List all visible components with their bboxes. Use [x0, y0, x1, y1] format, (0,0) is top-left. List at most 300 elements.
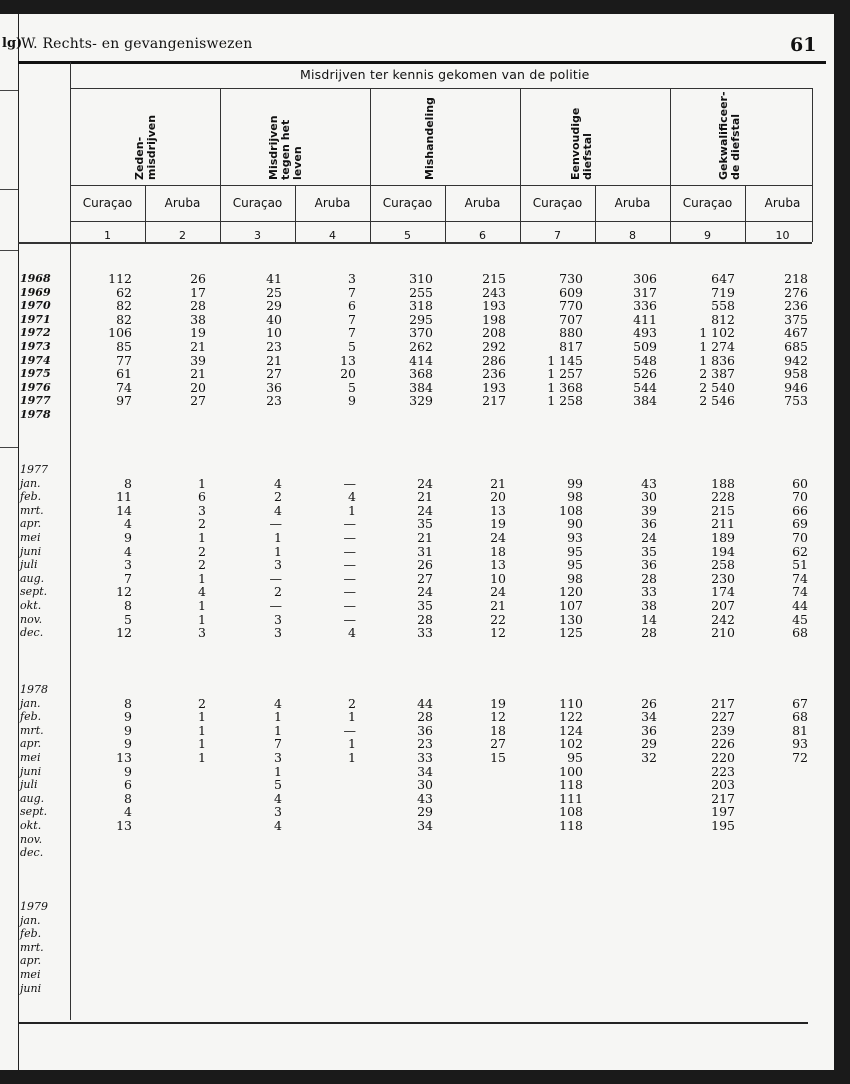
table-cell: 2 — [348, 695, 356, 711]
table-cell: 23 — [266, 393, 282, 409]
table-cell: 4 — [274, 790, 282, 806]
table-cell: 26 — [190, 271, 206, 286]
table-cell: 35 — [641, 543, 657, 559]
table-cell: 70 — [792, 489, 808, 505]
group-label: Zeden- misdrijven — [133, 114, 158, 180]
table-cell: 1 836 — [699, 352, 735, 368]
table-cell: 60 — [792, 475, 808, 491]
row-label: mei — [20, 751, 41, 764]
table-cell: 5 — [348, 339, 356, 354]
table-cell: 817 — [559, 339, 583, 354]
table-cell: 124 — [559, 722, 583, 738]
column-number: 2 — [179, 229, 186, 242]
table-cell: 2 — [198, 543, 206, 559]
table-cell: 493 — [633, 325, 657, 341]
row-label: 1977 — [20, 394, 51, 408]
table-cell: 3 — [274, 625, 282, 641]
row-label: okt. — [20, 819, 42, 832]
table-cell: 93 — [792, 736, 808, 752]
table-cell: 13 — [340, 352, 356, 368]
table-cell: 108 — [559, 804, 583, 820]
group-label: Eenvoudige diefstal — [569, 107, 594, 180]
row-label: feb. — [20, 710, 42, 724]
table-cell: 7 — [348, 325, 356, 341]
table-cell: 4 — [274, 695, 282, 711]
table-cell: 27 — [490, 736, 506, 752]
table-cell: 8 — [124, 695, 132, 711]
table-cell: — — [343, 611, 356, 627]
table-cell: 68 — [792, 625, 808, 641]
table-cell: 210 — [711, 625, 735, 641]
table-cell: 295 — [409, 311, 433, 327]
table-cell: 292 — [482, 339, 506, 354]
table-cell: 28 — [641, 625, 657, 641]
table-cell: 207 — [711, 598, 735, 613]
table-cell: 85 — [116, 339, 132, 354]
table-cell: 21 — [266, 352, 282, 368]
table-cell: 812 — [711, 311, 735, 327]
table-cell: 9 — [348, 393, 356, 409]
table-cell: 188 — [711, 475, 735, 491]
table-cell: 43 — [641, 475, 657, 491]
table-cell: 29 — [417, 804, 433, 820]
table-cell: 707 — [559, 311, 583, 327]
table-cell: 118 — [559, 777, 583, 793]
table-cell: 36 — [641, 516, 657, 532]
row-label: feb. — [20, 490, 42, 504]
table-cell: 220 — [711, 750, 735, 765]
table-cell: 15 — [490, 750, 506, 765]
row-label: aug. — [20, 571, 45, 585]
grid-vline — [520, 88, 521, 242]
table-cell: 2 — [274, 584, 282, 600]
table-cell: 189 — [711, 530, 735, 545]
header-rule — [18, 61, 826, 64]
table-cell: 44 — [792, 598, 808, 613]
table-cell: 276 — [784, 284, 808, 300]
table-cell: 69 — [792, 516, 808, 532]
table-cell: 110 — [559, 695, 583, 711]
grid-hline — [70, 221, 812, 222]
table-cell: 30 — [417, 777, 433, 793]
table-cell: 236 — [482, 366, 506, 382]
table-cell: 1 — [274, 763, 282, 779]
section-heading: 1979 — [20, 900, 48, 913]
table-cell: 336 — [633, 298, 657, 314]
table-cell: 242 — [711, 611, 735, 627]
table-cell: 880 — [559, 325, 583, 341]
table-cell: 227 — [711, 709, 735, 725]
table-cell: 10 — [266, 325, 282, 341]
table-cell: 193 — [482, 379, 506, 395]
table-cell: 4 — [274, 502, 282, 518]
table-cell: 3 — [274, 750, 282, 765]
row-label: mei — [20, 531, 41, 544]
table-cell: 243 — [482, 284, 506, 300]
table-cell: 97 — [116, 393, 132, 409]
table-cell: 24 — [641, 530, 657, 545]
column-number: 5 — [404, 229, 411, 242]
table-cell: 21 — [417, 530, 433, 545]
table-cell: — — [343, 570, 356, 586]
table-cell: 95 — [567, 543, 583, 559]
row-label: apr. — [20, 517, 42, 531]
table-cell: 3 — [198, 625, 206, 641]
table-cell: 106 — [108, 325, 132, 341]
row-label: juni — [20, 544, 42, 558]
row-label: 1969 — [20, 285, 51, 299]
row-label: 1975 — [20, 367, 51, 381]
table-cell: 217 — [711, 695, 735, 711]
table-cell: 1 — [274, 530, 282, 545]
table-cell: 5 — [348, 379, 356, 395]
grid-hline — [70, 185, 812, 186]
table-cell: 13 — [116, 818, 132, 833]
running-head: W. Rechts- en gevangeniswezen — [21, 36, 253, 52]
group-label: Gekwalificeer- de diefstal — [717, 91, 742, 180]
table-cell: 14 — [116, 502, 132, 518]
row-label: 1976 — [20, 380, 51, 394]
table-cell: 28 — [641, 570, 657, 586]
table-cell: 39 — [190, 352, 206, 368]
table-cell: 1 — [198, 570, 206, 586]
table-cell: 112 — [108, 271, 132, 286]
group-label: Mishandeling — [423, 97, 436, 180]
table-cell: 1 145 — [547, 352, 583, 368]
table-cell: 4 — [274, 818, 282, 833]
table-cell: 1 368 — [547, 379, 583, 395]
left-margin-strip — [0, 14, 19, 1070]
row-label: mrt. — [20, 723, 44, 737]
row-label: 1978 — [20, 408, 51, 421]
table-cell: 29 — [266, 298, 282, 314]
table-cell: 38 — [190, 311, 206, 327]
table-cell: 7 — [274, 736, 282, 752]
table-cell: 4 — [348, 625, 356, 641]
table-cell: 1 — [274, 722, 282, 738]
table-cell: 4 — [348, 489, 356, 505]
table-cell: 370 — [409, 325, 433, 341]
table-cell: 13 — [490, 557, 506, 573]
table-cell: 34 — [417, 818, 433, 833]
table-cell: 1 — [274, 543, 282, 559]
table-cell: 730 — [559, 271, 583, 286]
table-cell: 329 — [409, 393, 433, 409]
table-cell: 61 — [116, 366, 132, 382]
table-cell: 647 — [711, 271, 735, 286]
row-label: 1973 — [20, 340, 51, 353]
table-cell: 193 — [482, 298, 506, 314]
table-cell: 217 — [482, 393, 506, 409]
table-cell: 27 — [190, 393, 206, 409]
page-number: 61 — [790, 34, 817, 56]
table-cell: 41 — [266, 271, 282, 286]
table-cell: 24 — [490, 530, 506, 545]
table-cell: 27 — [266, 366, 282, 382]
table-cell: 2 540 — [699, 379, 735, 395]
table-cell: — — [269, 598, 282, 613]
table-cell: 609 — [559, 284, 583, 300]
column-header-name: Aruba — [464, 196, 501, 210]
table-cell: 9 — [124, 530, 132, 545]
table-cell: 1 274 — [699, 339, 735, 354]
table-cell: 1 — [198, 598, 206, 613]
section-heading: 1978 — [20, 683, 48, 696]
table-cell: 24 — [417, 475, 433, 491]
table-cell: 95 — [567, 557, 583, 573]
table-cell: 25 — [266, 284, 282, 300]
table-cell: 120 — [559, 584, 583, 600]
table-cell: 236 — [784, 298, 808, 314]
table-cell: 2 — [198, 516, 206, 532]
table-cell: 34 — [417, 763, 433, 779]
table-cell: 33 — [417, 750, 433, 765]
table-cell: 35 — [417, 598, 433, 613]
grid-hline — [70, 88, 812, 89]
table-cell: 3 — [274, 557, 282, 573]
table-cell: 228 — [711, 489, 735, 505]
row-label: dec. — [20, 626, 44, 640]
table-cell: 4 — [124, 543, 132, 559]
table-cell: 77 — [116, 352, 132, 368]
row-label: nov. — [20, 612, 43, 626]
table-cell: 942 — [784, 352, 808, 368]
row-label: juni — [20, 764, 42, 778]
table-cell: 70 — [792, 530, 808, 545]
table-cell: 21 — [417, 489, 433, 505]
table-cell: — — [269, 516, 282, 532]
table-cell: 67 — [792, 695, 808, 711]
table-cell: 558 — [711, 298, 735, 314]
table-cell: 218 — [784, 271, 808, 286]
row-label: dec. — [20, 846, 44, 860]
table-cell: 685 — [784, 339, 808, 354]
table-cell: 4 — [124, 516, 132, 532]
table-cell: 318 — [409, 298, 433, 314]
column-number: 3 — [254, 229, 261, 242]
row-label: 1972 — [20, 326, 51, 340]
table-cell: 770 — [559, 298, 583, 314]
table-cell: 4 — [124, 804, 132, 820]
table-cell: 31 — [417, 543, 433, 559]
table-cell: 19 — [190, 325, 206, 341]
table-cell: 20 — [490, 489, 506, 505]
table-cell: 414 — [409, 352, 433, 368]
table-cell: 21 — [490, 475, 506, 491]
table-cell: 215 — [711, 502, 735, 518]
row-label: juli — [20, 558, 38, 572]
table-cell: 317 — [633, 284, 657, 300]
table-cell: 10 — [490, 570, 506, 586]
column-number: 8 — [629, 229, 636, 242]
column-number: 10 — [775, 229, 790, 242]
row-label: apr. — [20, 737, 42, 751]
table-cell: 3 — [348, 271, 356, 286]
table-cell: — — [343, 530, 356, 545]
table-cell: 66 — [792, 502, 808, 518]
table-cell: 23 — [417, 736, 433, 752]
footer-rule — [18, 1022, 808, 1024]
table-cell: 93 — [567, 530, 583, 545]
column-number: 7 — [554, 229, 561, 242]
table-cell: 719 — [711, 284, 735, 300]
table-cell: 30 — [641, 489, 657, 505]
table-cell: 548 — [633, 352, 657, 368]
table-cell: 8 — [124, 790, 132, 806]
table-cell: 108 — [559, 502, 583, 518]
table-cell: 1 258 — [547, 393, 583, 409]
table-cell: 208 — [482, 325, 506, 341]
table-cell: — — [343, 516, 356, 532]
table-cell: 13 — [490, 502, 506, 518]
table-cell: 12 — [490, 709, 506, 725]
table-cell: 3 — [274, 611, 282, 627]
table-cell: 12 — [490, 625, 506, 641]
table-cell: 27 — [417, 570, 433, 586]
table-cell: 1 — [274, 709, 282, 725]
table-cell: 33 — [641, 584, 657, 600]
table-cell: 223 — [711, 763, 735, 779]
table-cell: 1 — [198, 709, 206, 725]
table-cell: 14 — [641, 611, 657, 627]
table-cell: 9 — [124, 763, 132, 779]
table-cell: 21 — [190, 339, 206, 354]
table-cell: 2 — [198, 557, 206, 573]
table-cell: 1 — [198, 750, 206, 765]
table-cell: 3 — [274, 804, 282, 820]
table-cell: 239 — [711, 722, 735, 738]
table-cell: 2 — [198, 695, 206, 711]
column-header-name: Curaçao — [682, 196, 733, 210]
table-cell: 3 — [124, 557, 132, 573]
table-cell: 9 — [124, 709, 132, 725]
table-cell: 38 — [641, 598, 657, 613]
table-cell: 5 — [274, 777, 282, 793]
table-cell: 82 — [116, 311, 132, 327]
table-cell: 36 — [266, 379, 282, 395]
table-cell: 81 — [792, 722, 808, 738]
column-header-name: Curaçao — [532, 196, 583, 210]
section-heading: 1977 — [20, 463, 48, 476]
table-cell: 29 — [641, 736, 657, 752]
table-cell: 74 — [792, 584, 808, 600]
row-label: mrt. — [20, 940, 44, 954]
row-label: 1974 — [20, 353, 51, 367]
table-cell: 194 — [711, 543, 735, 559]
table-cell: 1 — [348, 709, 356, 725]
table-cell: 526 — [633, 366, 657, 382]
table-cell: 62 — [116, 284, 132, 300]
table-cell: 230 — [711, 570, 735, 586]
table-cell: 226 — [711, 736, 735, 752]
table-cell: 12 — [116, 584, 132, 600]
table-cell: — — [343, 543, 356, 559]
table-cell: 39 — [641, 502, 657, 518]
table-cell: — — [343, 475, 356, 491]
table-cell: 958 — [784, 366, 808, 382]
row-label: sept. — [20, 805, 48, 819]
table-cell: 1 — [348, 502, 356, 518]
table-cell: 7 — [348, 311, 356, 327]
row-label: 1971 — [20, 312, 51, 326]
table-cell: 753 — [784, 393, 808, 409]
grid-hline — [18, 242, 812, 244]
table-cell: 286 — [482, 352, 506, 368]
table-cell: 12 — [116, 625, 132, 641]
row-label: apr. — [20, 954, 42, 968]
column-number: 4 — [329, 229, 336, 242]
column-number: 6 — [479, 229, 486, 242]
column-header-name: Curaçao — [382, 196, 433, 210]
table-cell: 6 — [198, 489, 206, 505]
table-cell: 45 — [792, 611, 808, 627]
left-stub-text: lg) — [2, 36, 23, 51]
table-cell: 368 — [409, 366, 433, 382]
table-cell: 17 — [190, 284, 206, 300]
table-cell: 1 102 — [699, 325, 735, 341]
table-cell: 111 — [559, 790, 583, 806]
row-label: nov. — [20, 832, 43, 846]
table-cell: 35 — [417, 516, 433, 532]
table-cell: 217 — [711, 790, 735, 806]
table-cell: 28 — [417, 611, 433, 627]
table-cell: 19 — [490, 516, 506, 532]
table-cell: 1 — [198, 530, 206, 545]
table-cell: 1 — [198, 722, 206, 738]
table-cell: 375 — [784, 311, 808, 327]
table-cell: 19 — [490, 695, 506, 711]
column-number: 9 — [704, 229, 711, 242]
table-cell: 203 — [711, 777, 735, 793]
table-cell: 62 — [792, 543, 808, 559]
table-cell: 118 — [559, 818, 583, 833]
table-cell: 100 — [559, 763, 583, 779]
table-cell: 255 — [409, 284, 433, 300]
table-cell: 43 — [417, 790, 433, 806]
table-cell: 36 — [641, 722, 657, 738]
table-cell: 28 — [190, 298, 206, 314]
row-label: juni — [20, 981, 42, 995]
table-cell: 24 — [417, 502, 433, 518]
table-cell: 9 — [124, 736, 132, 752]
table-cell: 13 — [116, 750, 132, 765]
table-cell: 23 — [266, 339, 282, 354]
table-cell: 21 — [490, 598, 506, 613]
table-cell: 384 — [409, 379, 433, 395]
table-cell: 18 — [490, 543, 506, 559]
table-cell: 310 — [409, 271, 433, 286]
group-label: Misdrijven tegen het leven — [267, 115, 304, 180]
table-cell: 33 — [417, 625, 433, 641]
table-cell: 74 — [792, 570, 808, 586]
table-cell: 211 — [711, 516, 735, 532]
row-label: aug. — [20, 791, 45, 805]
table-cell: 7 — [124, 570, 132, 586]
table-cell: 90 — [567, 516, 583, 532]
row-label: mei — [20, 968, 41, 981]
table-cell: 130 — [559, 611, 583, 627]
table-cell: 107 — [559, 598, 583, 613]
row-label: juli — [20, 778, 38, 792]
table-cell: 32 — [641, 750, 657, 765]
grid-vline — [370, 88, 371, 242]
table-cell: 51 — [792, 557, 808, 573]
table-cell: 68 — [792, 709, 808, 725]
row-label: jan. — [20, 696, 41, 710]
table-cell: 72 — [792, 750, 808, 765]
column-header-name: Curaçao — [82, 196, 133, 210]
table-cell: 74 — [116, 379, 132, 395]
